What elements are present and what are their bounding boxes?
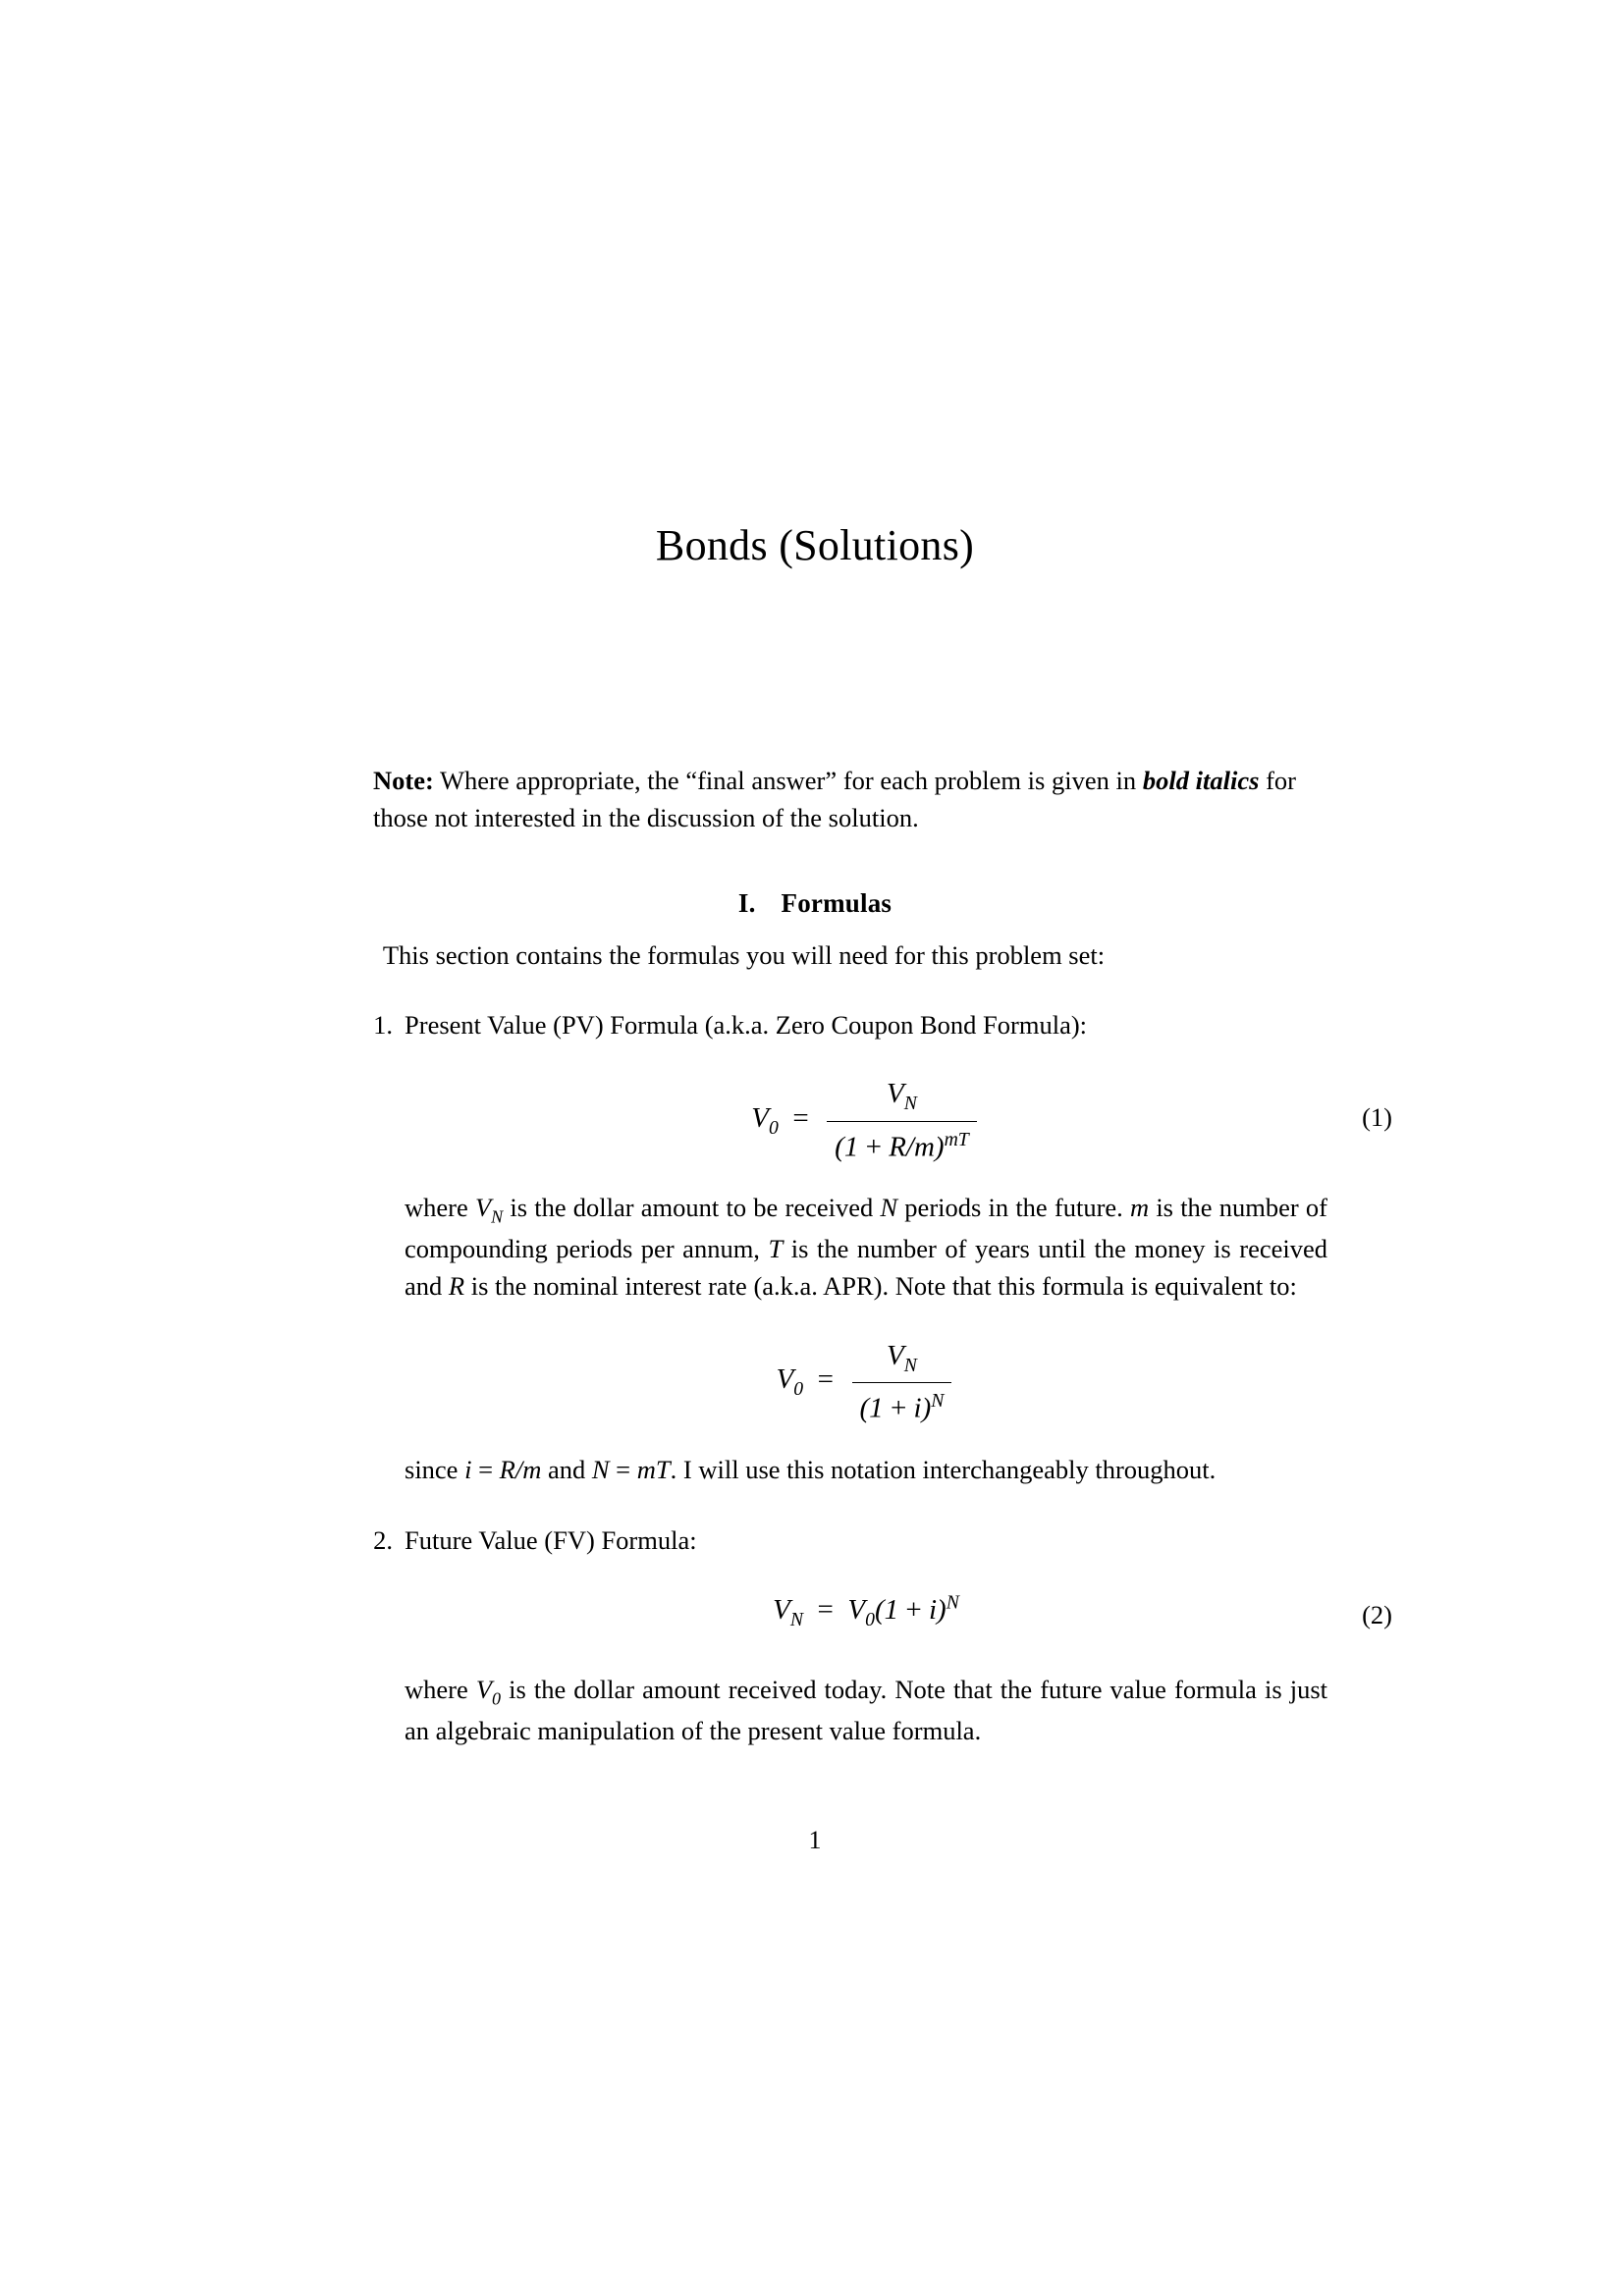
- equation-2-row: [405, 1335, 1327, 1425]
- eq2-fraction: [852, 1335, 952, 1429]
- section-intro: This section contains the formulas you will need for this problem set:: [382, 939, 1106, 970]
- eq1-lhs: $V_0$: [751, 1101, 779, 1139]
- eq1-denominator: $(1 + R/m)^{mT}$: [835, 1128, 969, 1163]
- equation-3-row: [405, 1588, 1392, 1645]
- eq1-numerator: $V_N$: [827, 1073, 977, 1121]
- section-title: Formulas: [781, 887, 893, 918]
- note-text-before: Where appropriate, the “final answer” for each problem is given in: [433, 766, 1143, 795]
- paragraph-after-eq1: where $V_N$ is the dollar amount to be received N periods in the future. m is the number of compounding periods per annum, T is the number of years until the money is received and R is the nominal interest rate (a.k.a. APR). Note that this formula is equivalent to:: [405, 1193, 1328, 1302]
- list-item: [334, 1522, 1392, 1749]
- equation-2: [405, 1335, 1327, 1429]
- note-block: [373, 762, 1296, 837]
- list-item-lead: Future Value (FV) Formula:: [405, 1524, 697, 1555]
- list-item-marker: 1.: [373, 1009, 393, 1040]
- eq3-relation: =: [810, 1594, 841, 1627]
- eq1-fraction: [827, 1073, 977, 1167]
- equation-1-row: [405, 1073, 1392, 1163]
- paragraph-after-eq2: since i = R/m and N = mT. I will use this notation interchangeably throughout.: [405, 1454, 1217, 1484]
- list-item-lead: Present Value (PV) Formula (a.k.a. Zero Coupon Bond Formula):: [405, 1009, 1088, 1040]
- eq2-lhs: $V_0$: [776, 1363, 804, 1401]
- equation-1-tag: (1): [1362, 1102, 1392, 1133]
- eq3-lhs: $V_N$: [773, 1594, 804, 1630]
- section-number: I.: [737, 887, 756, 918]
- page-content: [304, 0, 1392, 1854]
- note-label: Note:: [373, 766, 434, 795]
- eq1-relation: =: [785, 1101, 816, 1134]
- page-title: Bonds (Solutions): [655, 521, 975, 569]
- note-text-after: for those not interested in the discussion of the solution.: [373, 766, 1297, 833]
- equation-3-tag: (2): [1362, 1600, 1392, 1630]
- eq2-numerator: $V_N$: [852, 1335, 952, 1383]
- page-number: 1: [808, 1826, 822, 1854]
- eq3-rhs: $V_0(1 + i)^N$: [847, 1591, 959, 1630]
- eq2-relation: =: [810, 1363, 841, 1396]
- formula-list: [304, 1006, 1392, 1749]
- paragraph-after-eq3: where $V_0$ is the dollar amount received today. Note that the future value formula is just an algebraic manipulation of the present value formula.: [405, 1675, 1327, 1745]
- section-heading: [304, 888, 1325, 919]
- list-item: [334, 1006, 1392, 1488]
- equation-1: [405, 1073, 1327, 1167]
- equation-3: [405, 1588, 1327, 1633]
- note-emphasis: bold italics: [1142, 766, 1260, 795]
- eq2-denominator: $(1 + i)^N$: [859, 1389, 945, 1424]
- list-item-marker: 2.: [373, 1524, 393, 1555]
